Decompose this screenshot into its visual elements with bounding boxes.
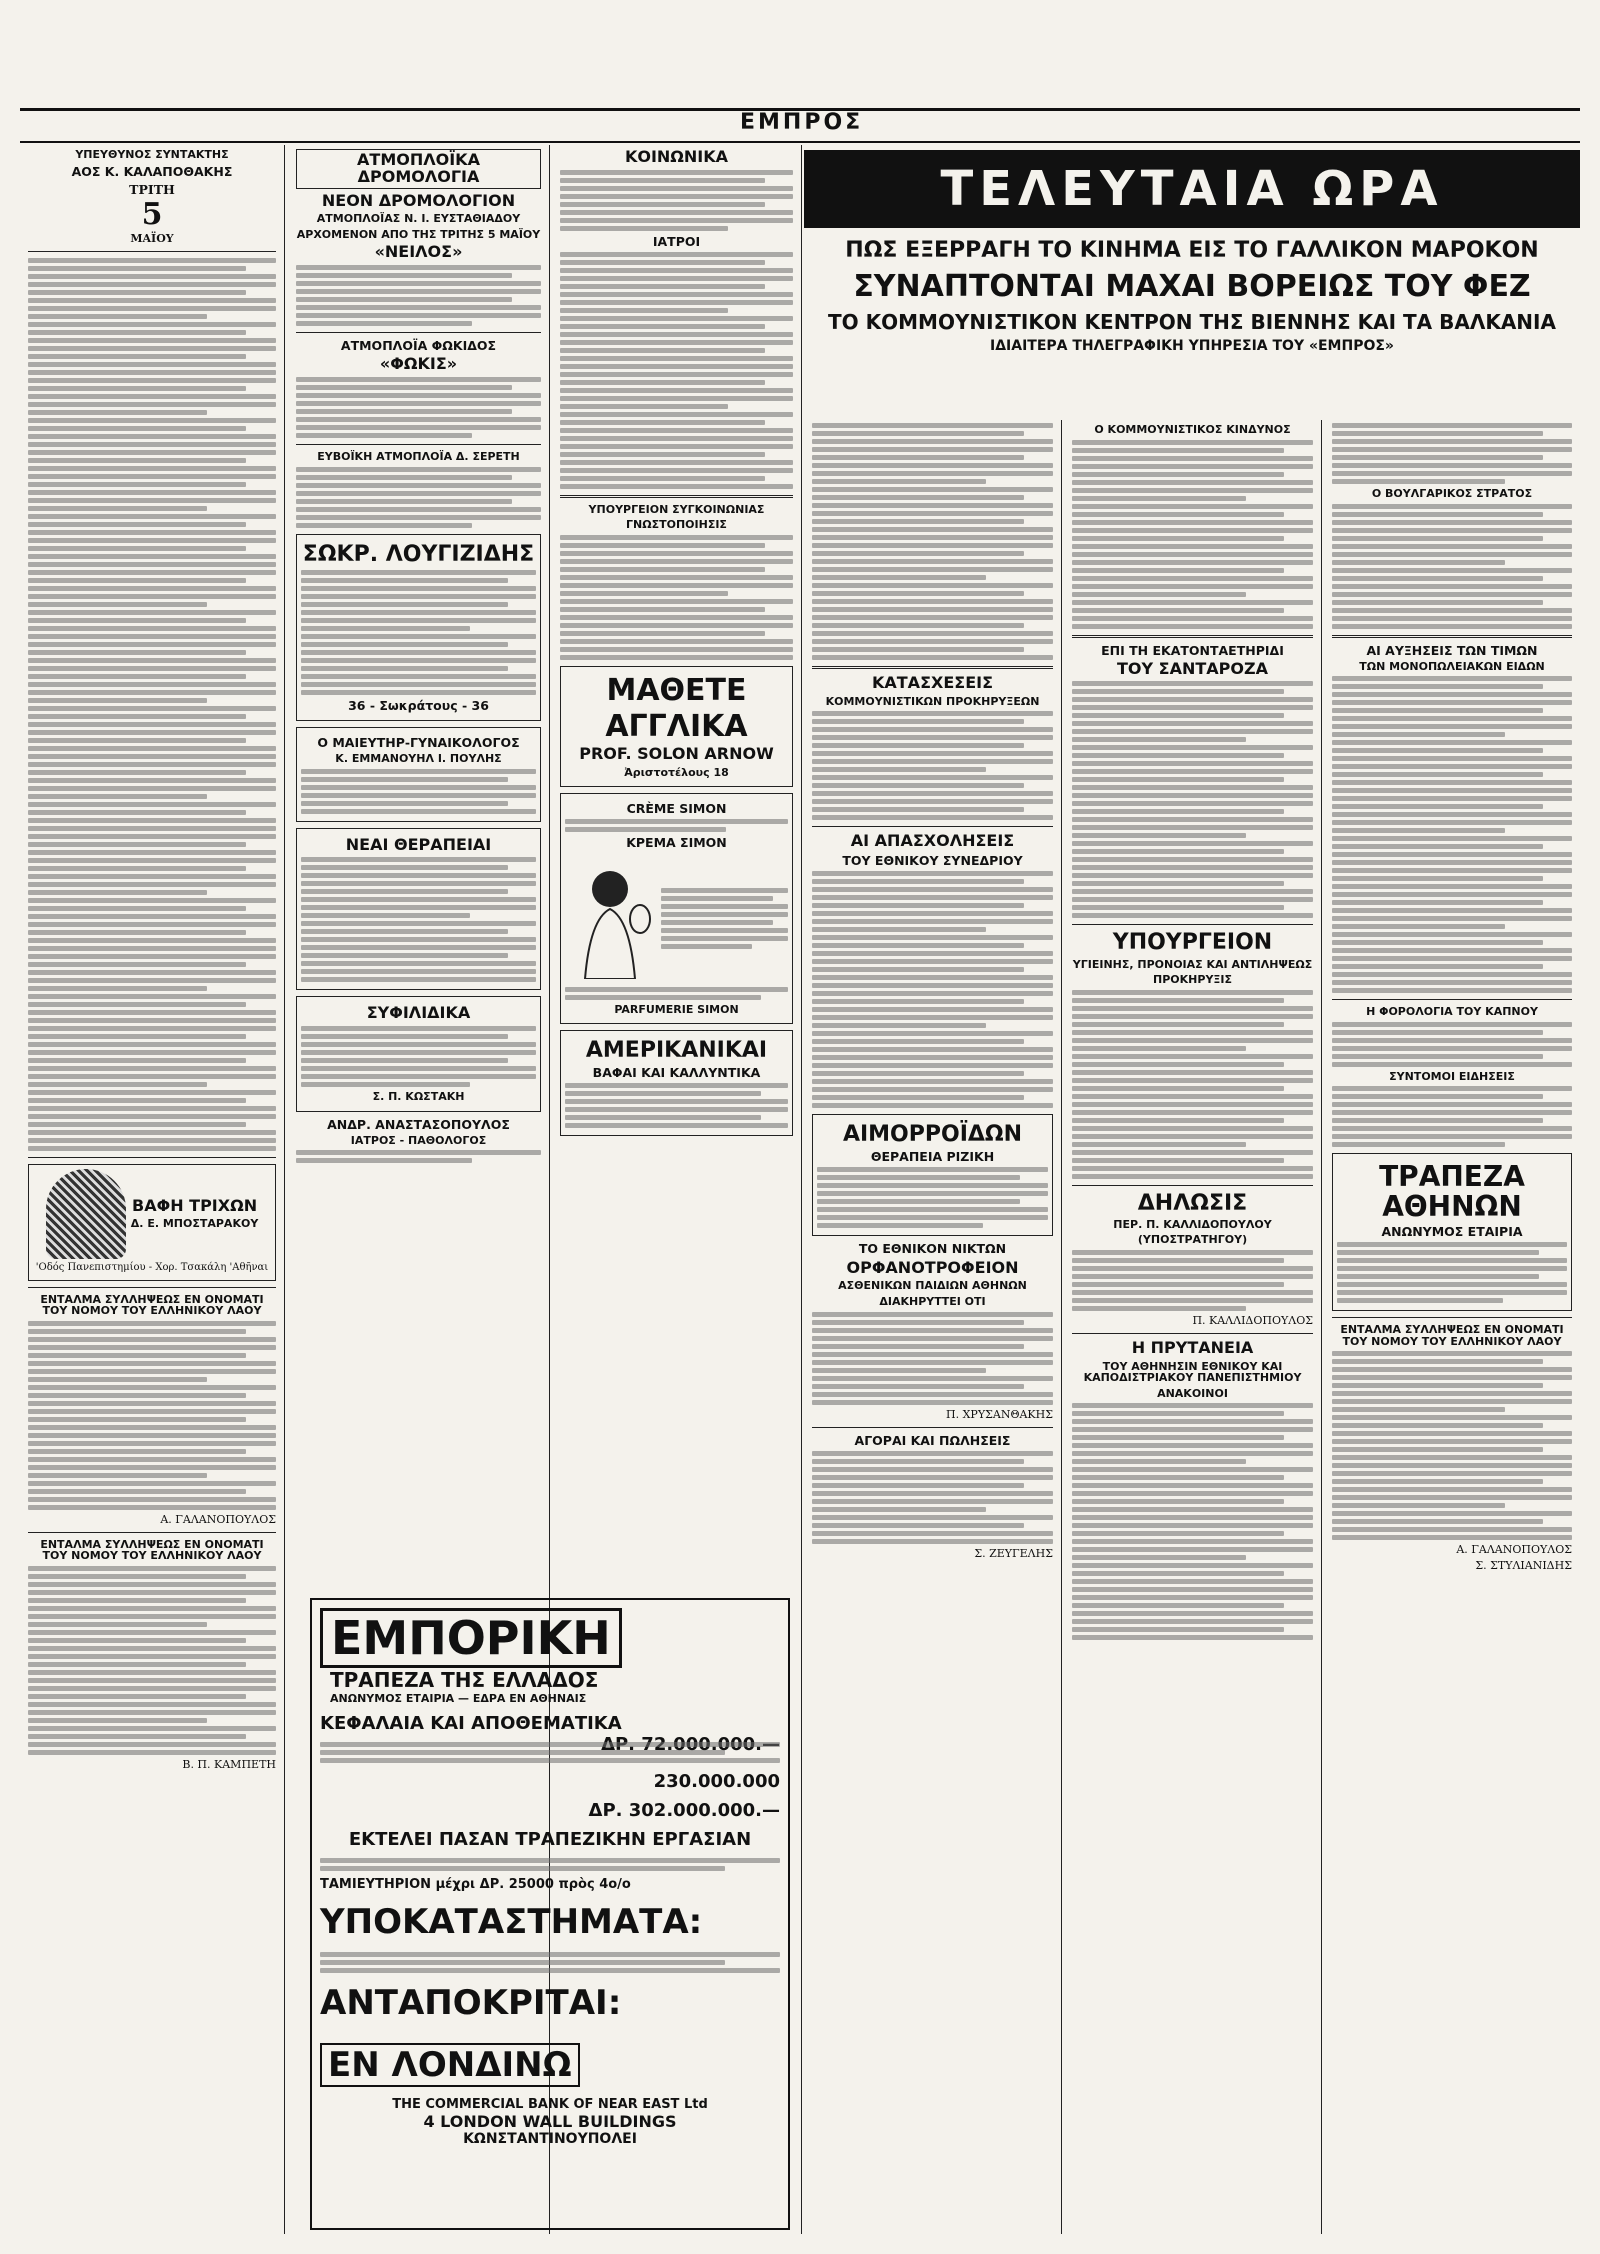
- emporiki-london-address: 4 LONDON WALL BUILDINGS: [423, 2112, 677, 2131]
- emporiki-bank-sub: ΑΝΩΝΥΜΟΣ ΕΤΑΙΡΙΑ — ΕΔΡΑ ΕΝ ΑΘΗΝΑΙΣ: [330, 1692, 587, 1705]
- blood-sub: ΘΕΡΑΠΕΙΑ ΡΙΖΙΚΗ: [870, 1149, 995, 1165]
- arrests-sub: ΚΟΜΜΟΥΝΙΣΤΙΚΩΝ ΠΡΟΚΗΡΥΞΕΩΝ: [825, 694, 1040, 708]
- anastasopoulos-text: [296, 1150, 541, 1163]
- writ-2-text: [28, 1566, 276, 1755]
- neilos-text: [296, 265, 541, 326]
- creme-title: CRÈME SIMON: [626, 801, 727, 817]
- doctors-text: [560, 252, 793, 489]
- phokis-text: [296, 377, 541, 438]
- column-6: [1324, 420, 1580, 2234]
- orphan-text: [812, 1312, 1053, 1405]
- column-5: [1064, 420, 1322, 2234]
- divider: [28, 1157, 276, 1158]
- divider: [1332, 1317, 1572, 1318]
- short-news-text: [1332, 1086, 1572, 1147]
- ad-hair-title: ΒΑΦΗ ΤΡΙΧΩΝ: [132, 1195, 258, 1215]
- sales-text: [812, 1451, 1053, 1544]
- ad-emporiki-bank: [310, 1598, 790, 2230]
- sales-title: ΑΓΟΡΑΙ ΚΑΙ ΠΩΛΗΣΕΙΣ: [854, 1432, 1011, 1448]
- divider: [1072, 1333, 1313, 1334]
- english-address: Ἀριστοτέλους 18: [624, 765, 729, 779]
- divider: [28, 251, 276, 252]
- editor-name: ΑΟΣ Κ. ΚΑΛΑΠΟΘΑΚΗΣ: [71, 163, 233, 179]
- last-hour-banner: ΤΕΛΕΥΤΑΙΑ ΩΡΑ: [804, 150, 1580, 228]
- ad-syphilis: [296, 996, 541, 1111]
- doctors-title: ΙΑΤΡΟΙ: [652, 233, 701, 249]
- editorial-text: [28, 258, 276, 1151]
- editor-label: ΥΠΕΥΘΥΝΟΣ ΣΥΝΤΑΚΤΗΣ: [75, 148, 229, 161]
- sales-signer: Σ. ΖΕΥΓΕΛΗΣ: [974, 1546, 1053, 1560]
- ministry-sub: ΥΓΙΕΙΝΗΣ, ΠΡΟΝΟΙΑΣ ΚΑΙ ΑΝΤΙΛΗΨΕΩΣ: [1072, 957, 1313, 971]
- syphilis-doctor: Σ. Π. ΚΩΣΤΑΚΗ: [372, 1090, 465, 1104]
- english-title-2: ΑΓΓΛΙΚΑ: [605, 708, 748, 744]
- divider: [28, 1287, 276, 1288]
- divider: [560, 495, 793, 498]
- congress-text: [812, 871, 1053, 1108]
- anastasopoulos-sub: ΙΑΤΡΟΣ - ΠΑΘΟΛΟΓΟΣ: [350, 1133, 487, 1147]
- ad-american-cosmetics: [560, 1030, 793, 1136]
- writ-1-title: ΕΝΤΑΛΜΑ ΣΥΛΛΗΨΕΩΣ ΕΝ ΟΝΟΜΑΤΙ ΤΟΥ ΝΟΜΟΥ ΤΟΥ ΕΛΛΗΝΙΚΟΥ ΛΑΟΥ: [40, 1292, 264, 1318]
- prices-title: ΑΙ ΑΥΞΗΣΕΙΣ ΤΩΝ ΤΙΜΩΝ: [1366, 642, 1538, 658]
- american-title: ΑΜΕΡΙΚΑΝΙΚΑΙ: [585, 1038, 768, 1064]
- emporiki-ops: ΕΚΤΕΛΕΙ ΠΑΣΑΝ ΤΡΑΠΕΖΙΚΗΝ ΕΡΓΑΣΙΑΝ: [348, 1829, 752, 1850]
- english-title: ΜΑΘΕΤΕ: [606, 673, 747, 709]
- lead-text-col5: [1072, 440, 1313, 629]
- anastasopoulos-name: ΑΝΔΡ. ΑΝΑΣΤΑΣΟΠΟΥΛΟΣ: [327, 1116, 510, 1132]
- bulgarian-army-title: Ο ΒΟΥΛΓΑΡΙΚΟΣ ΣΤΡΑΤΟΣ: [1371, 487, 1533, 500]
- ad-lougizidis: [296, 534, 541, 721]
- bulgarian-army-text: [1332, 504, 1572, 629]
- arrests-title: ΚΑΤΑΣΧΕΣΕΙΣ: [871, 673, 993, 692]
- emporiki-agents: ΑΝΤΑΠΟΚΡΙΤΑΙ:: [320, 1983, 622, 2023]
- lead-headline-3: ΤΟ ΚΟΜΜΟΥΝΙΣΤΙΚΟΝ ΚΕΝΤΡΟΝ ΤΗΣ ΒΙΕΝΝΗΣ ΚΑΙ ΤΑ ΒΑΛΚΑΝΙΑ: [828, 310, 1556, 334]
- emporiki-title: ΕΜΠΟΡΙΚΗ: [320, 1608, 622, 1668]
- congress-sub: ΤΟΥ ΕΘΝΙΚΟΥ ΣΥΝΕΔΡΙΟΥ: [842, 853, 1023, 869]
- ship-phokis: «ΦΩΚΙΣ»: [379, 354, 458, 374]
- ad-bank-athens: [1332, 1153, 1572, 1311]
- issue-month: ΜΑΪΟΥ: [130, 231, 174, 245]
- emporiki-london: ΕΝ ΛΟΝΔΙΝΩ: [320, 2043, 580, 2087]
- issue-day: ΤΡΙΤΗ: [129, 181, 175, 197]
- declaration-text: [1072, 1250, 1313, 1311]
- american-sub: ΒΑΦΑΙ ΚΑΙ ΚΑΛΛΥΝΤΙΚΑ: [592, 1065, 761, 1081]
- ad-hair-address: 'Οδός Πανεπιστημίου - Χορ. Τσακάλη 'Αθῆναι: [35, 1261, 269, 1273]
- english-teacher: PROF. SOLON ARNOW: [579, 744, 774, 764]
- social-title: ΚΟΙΝΩΝΙΚΑ: [624, 147, 729, 166]
- ad-hair-dye: [28, 1164, 276, 1281]
- creme-greek: ΚΡΕΜΑ ΣΙΜΟΝ: [626, 835, 727, 851]
- writ-2-signer: Β. Π. ΚΑΜΠΕΤΗ: [182, 1757, 276, 1771]
- syphilis-title: ΣΥΦΙΛΙΔΙΚΑ: [366, 1003, 471, 1023]
- shipping-line-3: ΑΡΧΟΜΕΝΟΝ ΑΠΟ ΤΗΣ ΤΡΙΤΗΣ 5 ΜΑΪΟΥ: [296, 227, 541, 241]
- writ-3-signer-2: Σ. ΣΤΥΛΙΑΝΙΔΗΣ: [1475, 1559, 1572, 1573]
- lougizidis-address: 36 - Σωκράτους - 36: [348, 697, 489, 713]
- santaroza-sub: ΤΟΥ ΣΑΝΤΑΡΟΖΑ: [1117, 658, 1268, 678]
- ministry-title: ΥΠΟΥΡΓΕΙΟΝ: [1112, 930, 1273, 956]
- evia-text: [296, 467, 541, 528]
- emporiki-constantinople: ΚΩΝΣΤΑΝΤΙΝΟΥΠΟΛΕΙ: [463, 2131, 637, 2147]
- emporiki-savings: ΤΑΜΙΕΥΤΗΡΙΟΝ μέχρι ΔΡ. 25000 πρὸς 4ο/ο: [320, 1877, 631, 1892]
- ad-hair-name: Δ. Ε. ΜΠΟΣΤΑΡΑΚΟΥ: [130, 1217, 259, 1231]
- divider: [296, 444, 541, 445]
- masthead-title: ΕΜΠΡΟΣ: [740, 110, 864, 135]
- divider: [1332, 999, 1572, 1000]
- prices-text: [1332, 676, 1572, 993]
- ad-hemorrhoids: [812, 1114, 1053, 1236]
- divider: [1332, 635, 1572, 638]
- divider: [28, 1532, 276, 1533]
- divider: [812, 826, 1053, 827]
- ad-therapies: [296, 828, 541, 991]
- rector-title: Η ΠΡΥΤΑΝΕΙΑ: [1131, 1337, 1254, 1357]
- shipping-line-1: ΝΕΟΝ ΔΡΟΜΟΛΟΓΙΟΝ: [321, 190, 516, 210]
- newspaper-page: [20, 0, 1580, 2254]
- writ-3-title: ΕΝΤΑΛΜΑ ΣΥΛΛΗΨΕΩΣ ΕΝ ΟΝΟΜΑΤΙ ΤΟΥ ΝΟΜΟΥ ΤΟΥ ΕΛΛΗΝΙΚΟΥ ΛΑΟΥ: [1340, 1323, 1564, 1348]
- blood-title: ΑΙΜΟΡΡΟΪΔΩΝ: [842, 1122, 1023, 1148]
- ad-obgyn: [296, 727, 541, 822]
- orphan-title: ΤΟ ΕΘΝΙΚΟΝ ΝΙΚΤΩΝ: [858, 1241, 1007, 1257]
- issue-date: [28, 182, 276, 245]
- tobacco-title: Η ΦΟΡΟΛΟΓΙΑ ΤΟΥ ΚΑΠΝΟΥ: [1366, 1005, 1538, 1019]
- emporiki-london-bank: THE COMMERCIAL BANK OF NEAR EAST Ltd: [392, 2097, 708, 2112]
- orphan-signer: Π. ΧΡΥΣΑΝΘΑΚΗΣ: [946, 1407, 1053, 1421]
- writ-2-title: ΕΝΤΑΛΜΑ ΣΥΛΛΗΨΕΩΣ ΕΝ ΟΝΟΜΑΤΙ ΤΟΥ ΝΟΜΟΥ ΤΟΥ ΕΛΛΗΝΙΚΟΥ ΛΑΟΥ: [40, 1537, 264, 1563]
- shipping-line-2: ΑΤΜΟΠΛΟΪΑΣ Ν. Ι. ΕΥΣΤΑΘΙΑΔΟΥ: [316, 212, 521, 226]
- phokis-title: ΑΤΜΟΠΛΟΪΑ ΦΩΚΙΔΟΣ: [340, 338, 497, 354]
- divider: [812, 1427, 1053, 1428]
- writ-1-text: [28, 1321, 276, 1510]
- creme-address: PARFUMERIE SIMON: [614, 1002, 739, 1016]
- lead-text-col6: [1332, 423, 1572, 484]
- ad-creme-simon: [560, 793, 793, 1024]
- ministry-notice: ΠΡΟΚΗΡΥΞΙΣ: [1153, 973, 1232, 987]
- writ-3-text: [1332, 1351, 1572, 1540]
- mutual-text: [560, 535, 793, 660]
- lead-headline-4: ΙΔΙΑΙΤΕΡΑ ΤΗΛΕΓΡΑΦΙΚΗ ΥΠΗΡΕΣΙΑ ΤΟΥ «ΕΜΠΡΟΣ»: [990, 338, 1394, 354]
- writ-3-signer: Α. ΓΑΛΑΝΟΠΟΥΛΟΣ: [1456, 1543, 1572, 1557]
- emporiki-capital-label: ΚΕΦΑΛΑΙΑ ΚΑΙ ΑΠΟΘΕΜΑΤΙΚΑ: [320, 1713, 622, 1734]
- rector-text: [1072, 1403, 1313, 1640]
- orphan-sub: ΟΡΦΑΝΟΤΡΟΦΕΙΟΝ: [846, 1257, 1019, 1277]
- emporiki-capital-row: [320, 1713, 780, 1734]
- emporiki-total-2: ΔΡ. 302.000.000.—: [588, 1800, 780, 1821]
- congress-title: ΑΙ ΑΠΑΣΧΟΛΗΣΕΙΣ: [850, 831, 1015, 851]
- divider: [1072, 635, 1313, 638]
- declaration-signer: Π. ΚΑΛΛΙΔΟΠΟΥΛΟΣ: [1192, 1313, 1313, 1327]
- declaration-sub: ΠΕΡ. Π. ΚΑΛΛΙΔΟΠΟΥΛΟΥ: [1113, 1217, 1272, 1231]
- orphan-sub-2: ΑΣΘΕΝΙΚΩΝ ΠΑΙΔΙΩΝ ΑΘΗΝΩΝ: [838, 1279, 1027, 1293]
- column-1: [20, 145, 285, 2234]
- lead-text-col4: [812, 423, 1053, 660]
- ad-english: [560, 666, 793, 787]
- ship-neilos: «ΝΕΙΛΟΣ»: [374, 242, 463, 262]
- santaroza-title: ΕΠΙ ΤΗ ΕΚΑΤΟΝΤΑΕΤΗΡΙΔΙ: [1101, 642, 1284, 658]
- declaration-title: ΔΗΛΩΣΙΣ: [1137, 1190, 1248, 1216]
- obgyn-name: Κ. ΕΜΜΑΝΟΥΗΛ Ι. ΠΟΥΛΗΣ: [335, 752, 502, 766]
- emporiki-bank: ΤΡΑΠΕΖΑ ΤΗΣ ΕΛΛΑΔΟΣ: [330, 1668, 599, 1692]
- lead-headline-1: ΠΩΣ ΕΞΕΡΡΑΓΗ ΤΟ ΚΙΝΗΜΑ ΕΙΣ ΤΟ ΓΑΛΛΙΚΟΝ ΜΑΡΟΚΟΝ: [845, 238, 1539, 263]
- divider: [1072, 924, 1313, 925]
- arrests-text: [812, 711, 1053, 820]
- short-news-title: ΣΥΝΤΟΜΟΙ ΕΙΔΗΣΕΙΣ: [1389, 1069, 1515, 1083]
- mutual-title: ΥΠΟΥΡΓΕΙΟΝ ΣΥΓΚΟΙΝΩΝΙΑΣ: [588, 502, 765, 516]
- bank-athens-sub: ΑΝΩΝΥΜΟΣ ΕΤΑΙΡΙΑ: [1381, 1224, 1523, 1240]
- lougizidis-name: ΣΩΚΡ. ΛΟΥΓΙΖΙΔΗΣ: [302, 541, 535, 567]
- prices-sub: ΤΩΝ ΜΟΝΟΠΩΛΕΙΑΚΩΝ ΕΙΔΩΝ: [1359, 659, 1545, 673]
- bank-athens-title: ΤΡΑΠΕΖΑ ΑΘΗΝΩΝ: [1379, 1160, 1525, 1223]
- emporiki-total: 230.000.000: [653, 1771, 780, 1792]
- declaration-rank: (ΥΠΟΣΤΡΑΤΗΓΟΥ): [1137, 1233, 1248, 1247]
- emporiki-branches: ΥΠΟΚΑΤΑΣΤΗΜΑΤΑ:: [320, 1902, 703, 1942]
- woman-portrait-icon: [46, 1169, 126, 1259]
- lady-mirror-illustration-icon: [565, 859, 655, 979]
- lead-headline-2: ΣΥΝΑΠΤΟΝΤΑΙ ΜΑΧΑΙ ΒΟΡΕΙΩΣ ΤΟΥ ΦΕΖ: [853, 269, 1531, 304]
- writ-1-signer: Α. ΓΑΛΑΝΟΠΟΥΛΟΣ: [160, 1512, 276, 1526]
- emporiki-bank-block: [330, 1668, 598, 1705]
- evia-title: ΕΥΒΟΪΚΗ ΑΤΜΟΠΛΟΪΑ Δ. ΣΕΡΕΤΗ: [317, 450, 520, 464]
- divider: [296, 332, 541, 333]
- mutual-sub: ΓΝΩΣΤΟΠΟΙΗΣΙΣ: [626, 518, 727, 532]
- orphan-notice: ΔΙΑΚΗΡΥΤΤΕΙ ΟΤΙ: [879, 1294, 986, 1308]
- obgyn-title: Ο ΜΑΙΕΥΤΗΡ-ΓΥΝΑΙΚΟΛΟΓΟΣ: [317, 734, 520, 750]
- issue-day-number: 5: [141, 196, 163, 232]
- santaroza-text: [1072, 681, 1313, 918]
- rector-notice: ΑΝΑΚΟΙΝΟΙ: [1157, 1386, 1228, 1400]
- tobacco-text: [1332, 1022, 1572, 1067]
- therapy-title: ΝΕΑΙ ΘΕΡΑΠΕΙΑΙ: [345, 834, 492, 854]
- social-text: [560, 170, 793, 231]
- rector-sub: ΤΟΥ ΑΘΗΝΗΣΙΝ ΕΘΝΙΚΟΥ ΚΑΙ ΚΑΠΟΔΙΣΤΡΙΑΚΟΥ ΠΑΝΕΠΙΣΤΗΜΙΟΥ: [1083, 1359, 1302, 1385]
- divider: [812, 666, 1053, 669]
- communist-danger-title: Ο ΚΟΜΜΟΥΝΙΣΤΙΚΟΣ ΚΙΝΔΥΝΟΣ: [1094, 423, 1291, 436]
- lead-headlines: [804, 232, 1580, 354]
- ministry-text: [1072, 990, 1313, 1179]
- shipping-title: ΑΤΜΟΠΛΟΪΚΑ ΔΡΟΜΟΛΟΓΙΑ: [296, 149, 541, 189]
- column-4: [804, 420, 1062, 2234]
- divider: [1072, 1185, 1313, 1186]
